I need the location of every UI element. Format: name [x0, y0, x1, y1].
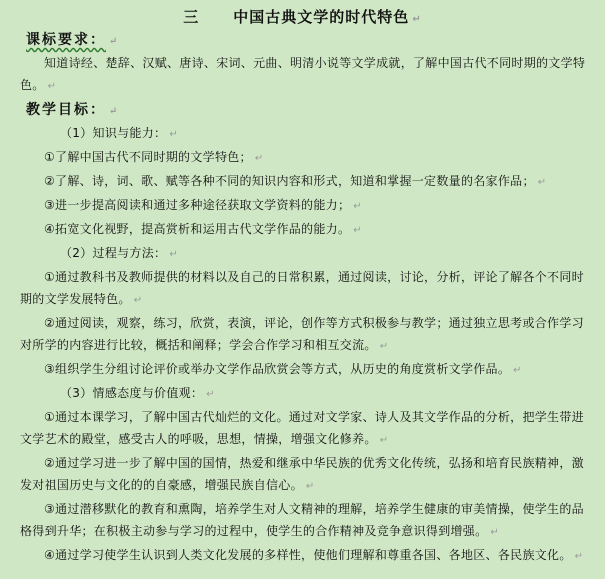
- list-item: ①通过本课学习，了解中国古代灿烂的文化。通过对文学家、诗人及其文学作品的分析，把学生带进文学艺术的殿堂，感受古人的呼吸，思想，情操，增强文化修养。 ↵: [20, 410, 584, 446]
- paragraph-mark: ↵: [379, 341, 389, 352]
- title-text: 中国古典文学的时代特色: [233, 8, 410, 26]
- standard-text: 知道诗经、楚辞、汉赋、唐诗、宋词、元曲、明清小说等文学成就，了解中国古代不同时期的文学特色。 ↵: [20, 56, 586, 92]
- paragraph-mark: ↵: [353, 201, 362, 212]
- paragraph-mark: ↵: [412, 14, 422, 25]
- subsection-heading: （2）过程与方法： ↵: [60, 246, 179, 260]
- paragraph-mark: ↵: [537, 177, 547, 188]
- document-title: [0, 0, 605, 28]
- paragraph-mark: ↵: [353, 225, 362, 236]
- list-item: ②了解、诗，词、歌、赋等各种不同的知识内容和形式，知道和掌握一定数量的名家作品； ↵: [44, 174, 547, 188]
- goals-heading: 教学目标： ↵: [26, 102, 120, 118]
- list-item: ②通过阅读，观察，练习，欣赏，表演，评论，创作等方式积极参与教学；通过独立思考或合作学习对所学的内容进行比较，概括和阐释；学会合作学习和相互交流。 ↵: [20, 316, 584, 352]
- list-item: ③组织学生分组讨论评价或举办文学作品欣赏会等方式，从历史的角度赏析文学作品。 ↵: [44, 362, 522, 376]
- list-item: ④通过学习使学生认识到人类文化发展的多样性，使他们理解和尊重各国、各地区、各民族文化。 ↵: [44, 548, 584, 562]
- paragraph-mark: ↵: [133, 295, 143, 306]
- subsection-heading: （3）情感态度与价值观： ↵: [60, 386, 215, 400]
- paragraph-mark: ↵: [574, 551, 584, 562]
- paragraph-mark: ↵: [169, 129, 179, 140]
- paragraph-mark: ↵: [379, 435, 389, 446]
- title-number: 三: [183, 8, 200, 26]
- paragraph-mark: ↵: [109, 106, 120, 117]
- list-item: ③通过潜移默化的教育和熏陶，培养学生对人文精神的理解，培养学生健康的审美情操，使学生的品格得到升华；在积极主动参与学习的过程中，使学生的合作精神及竞争意识得到增强。 ↵: [20, 502, 584, 538]
- paragraph-mark: ↵: [109, 36, 120, 47]
- paragraph-mark: ↵: [513, 365, 522, 376]
- list-item: ②通过学习进一步了解中国的国情，热爱和继承中华民族的优秀文化传统，弘扬和培育民族精神，激发对祖国历史与文化的的自豪感，增强民族自信心。 ↵: [20, 456, 584, 492]
- paragraph-mark: ↵: [254, 153, 264, 164]
- paragraph-mark: ↵: [169, 249, 179, 260]
- list-item: ①通过教科书及教师提供的材料以及自己的日常积累，通过阅读，讨论，分析，评论了解各个不同时期的文学发展特色。 ↵: [20, 270, 584, 306]
- subsection-heading: （1）知识与能力： ↵: [60, 126, 179, 140]
- paragraph-mark: ↵: [490, 527, 500, 538]
- list-item: ④拓宽文化视野，提高赏析和运用古代文学作品的能力。 ↵: [44, 222, 362, 236]
- list-item: ①了解中国古代不同时期的文学特色； ↵: [44, 150, 264, 164]
- list-item: ③进一步提高阅读和通过多种途径获取文学资料的能力； ↵: [44, 198, 362, 212]
- paragraph-mark: ↵: [47, 81, 57, 92]
- paragraph-mark: ↵: [305, 481, 315, 492]
- paragraph-mark: ↵: [206, 389, 215, 400]
- standard-heading: 课标要求： ↵: [26, 32, 120, 48]
- goals-list: [0, 122, 605, 568]
